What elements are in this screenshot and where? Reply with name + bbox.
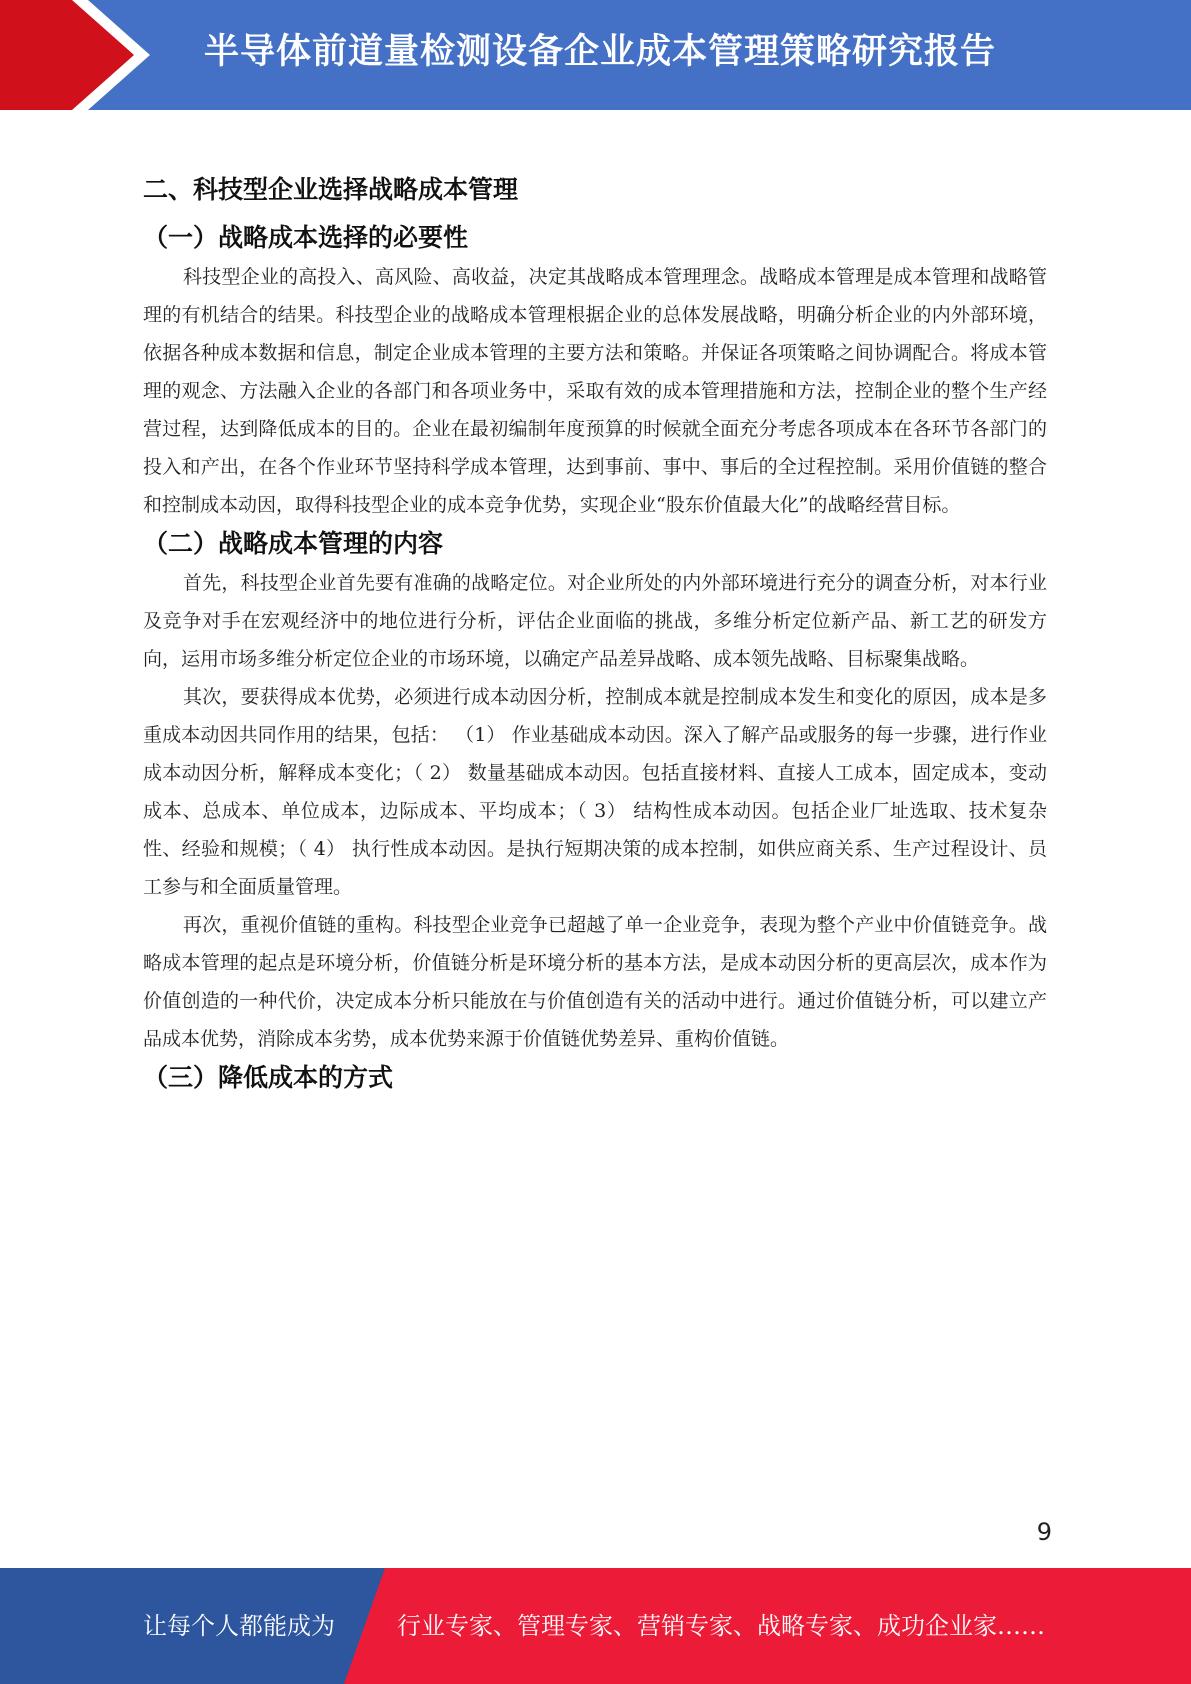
page-number: 9 bbox=[1036, 1518, 1052, 1546]
report-title: 半导体前道量检测设备企业成本管理策略研究报告 bbox=[204, 32, 997, 72]
subsection-heading-2: （二）战略成本管理的内容 bbox=[143, 529, 444, 558]
header-red-arrow-shape bbox=[0, 0, 150, 110]
paragraph-cost-drivers: 其次，要获得成本优势，必须进行成本动因分析，控制成本就是控制成本发生和变化的原因，成本是多重成本动因共同作用的结果，包括： （1） 作业基础成本动因。深入了解产品或服务的每一步骤，进行作业成本动因分析，解释成本变化；（ 2） 数量基础成本动因。包括直接材料、直接人工成本，固定成本，变动成本、总成本、单位成本，边际成本、平均成本；（ 3） 结构性成本动因。包括企业厂址选取、技术复杂性、经验和规模；（ 4） 执行性成本动因。是执行短期决策的成本控制，如供应商关系、生产过程设计、员工参与和全面质量管理。 bbox=[143, 686, 1047, 898]
footer-banner bbox=[0, 1568, 1191, 1684]
footer-slogan-right: 行业专家、管理专家、营销专家、战略专家、成功企业家…… bbox=[397, 1612, 1045, 1640]
subsection-heading-3: （三）降低成本的方式 bbox=[143, 1063, 394, 1092]
paragraph-necessity: 科技型企业的高投入、高风险、高收益，决定其战略成本管理理念。战略成本管理是成本管理和战略管理的有机结合的结果。科技型企业的战略成本管理根据企业的总体发展战略，明确分析企业的内外部环境，依据各种成本数据和信息，制定企业成本管理的主要方法和策略。并保证各项策略之间协调配合。将成本管理的观念、方法融入企业的各部门和各项业务中，采取有效的成本管理措施和方法，控制企业的整个生产经营过程，达到降低成本的目的。企业在最初编制年度预算的时候就全面充分考虑各项成本在各环节各部门的投入和产出，在各个作业环节坚持科学成本管理，达到事前、事中、事后的全过程控制。采用价值链的整合和控制成本动因，取得科技型企业的成本竞争优势，实现企业“股东价值最大化”的战略经营目标。 bbox=[143, 266, 1047, 516]
footer-slogan-left: 让每个人都能成为 bbox=[143, 1612, 335, 1640]
paragraph-positioning: 首先，科技型企业首先要有准确的战略定位。对企业所处的内外部环境进行充分的调查分析，对本行业及竞争对手在宏观经济中的地位进行分析，评估企业面临的挑战，多维分析定位新产品、新工艺的研发方向，运用市场多维分析定位企业的市场环境，以确定产品差异战略、成本领先战略、目标聚集战略。 bbox=[143, 572, 1047, 670]
subsection-heading-1: （一）战略成本选择的必要性 bbox=[143, 223, 469, 252]
paragraph-value-chain: 再次，重视价值链的重构。科技型企业竞争已超越了单一企业竞争，表现为整个产业中价值链竞争。战略成本管理的起点是环境分析，价值链分析是环境分析的基本方法，是成本动因分析的更高层次，成本作为价值创造的一种代价，决定成本分析只能放在与价值创造有关的活动中进行。通过价值链分析，可以建立产品成本优势，消除成本劣势，成本优势来源于价值链优势差异、重构价值链。 bbox=[143, 914, 1047, 1050]
main-content bbox=[143, 162, 1047, 1098]
section-heading: 二、科技型企业选择战略成本管理 bbox=[143, 175, 519, 204]
header-banner bbox=[0, 0, 1191, 110]
